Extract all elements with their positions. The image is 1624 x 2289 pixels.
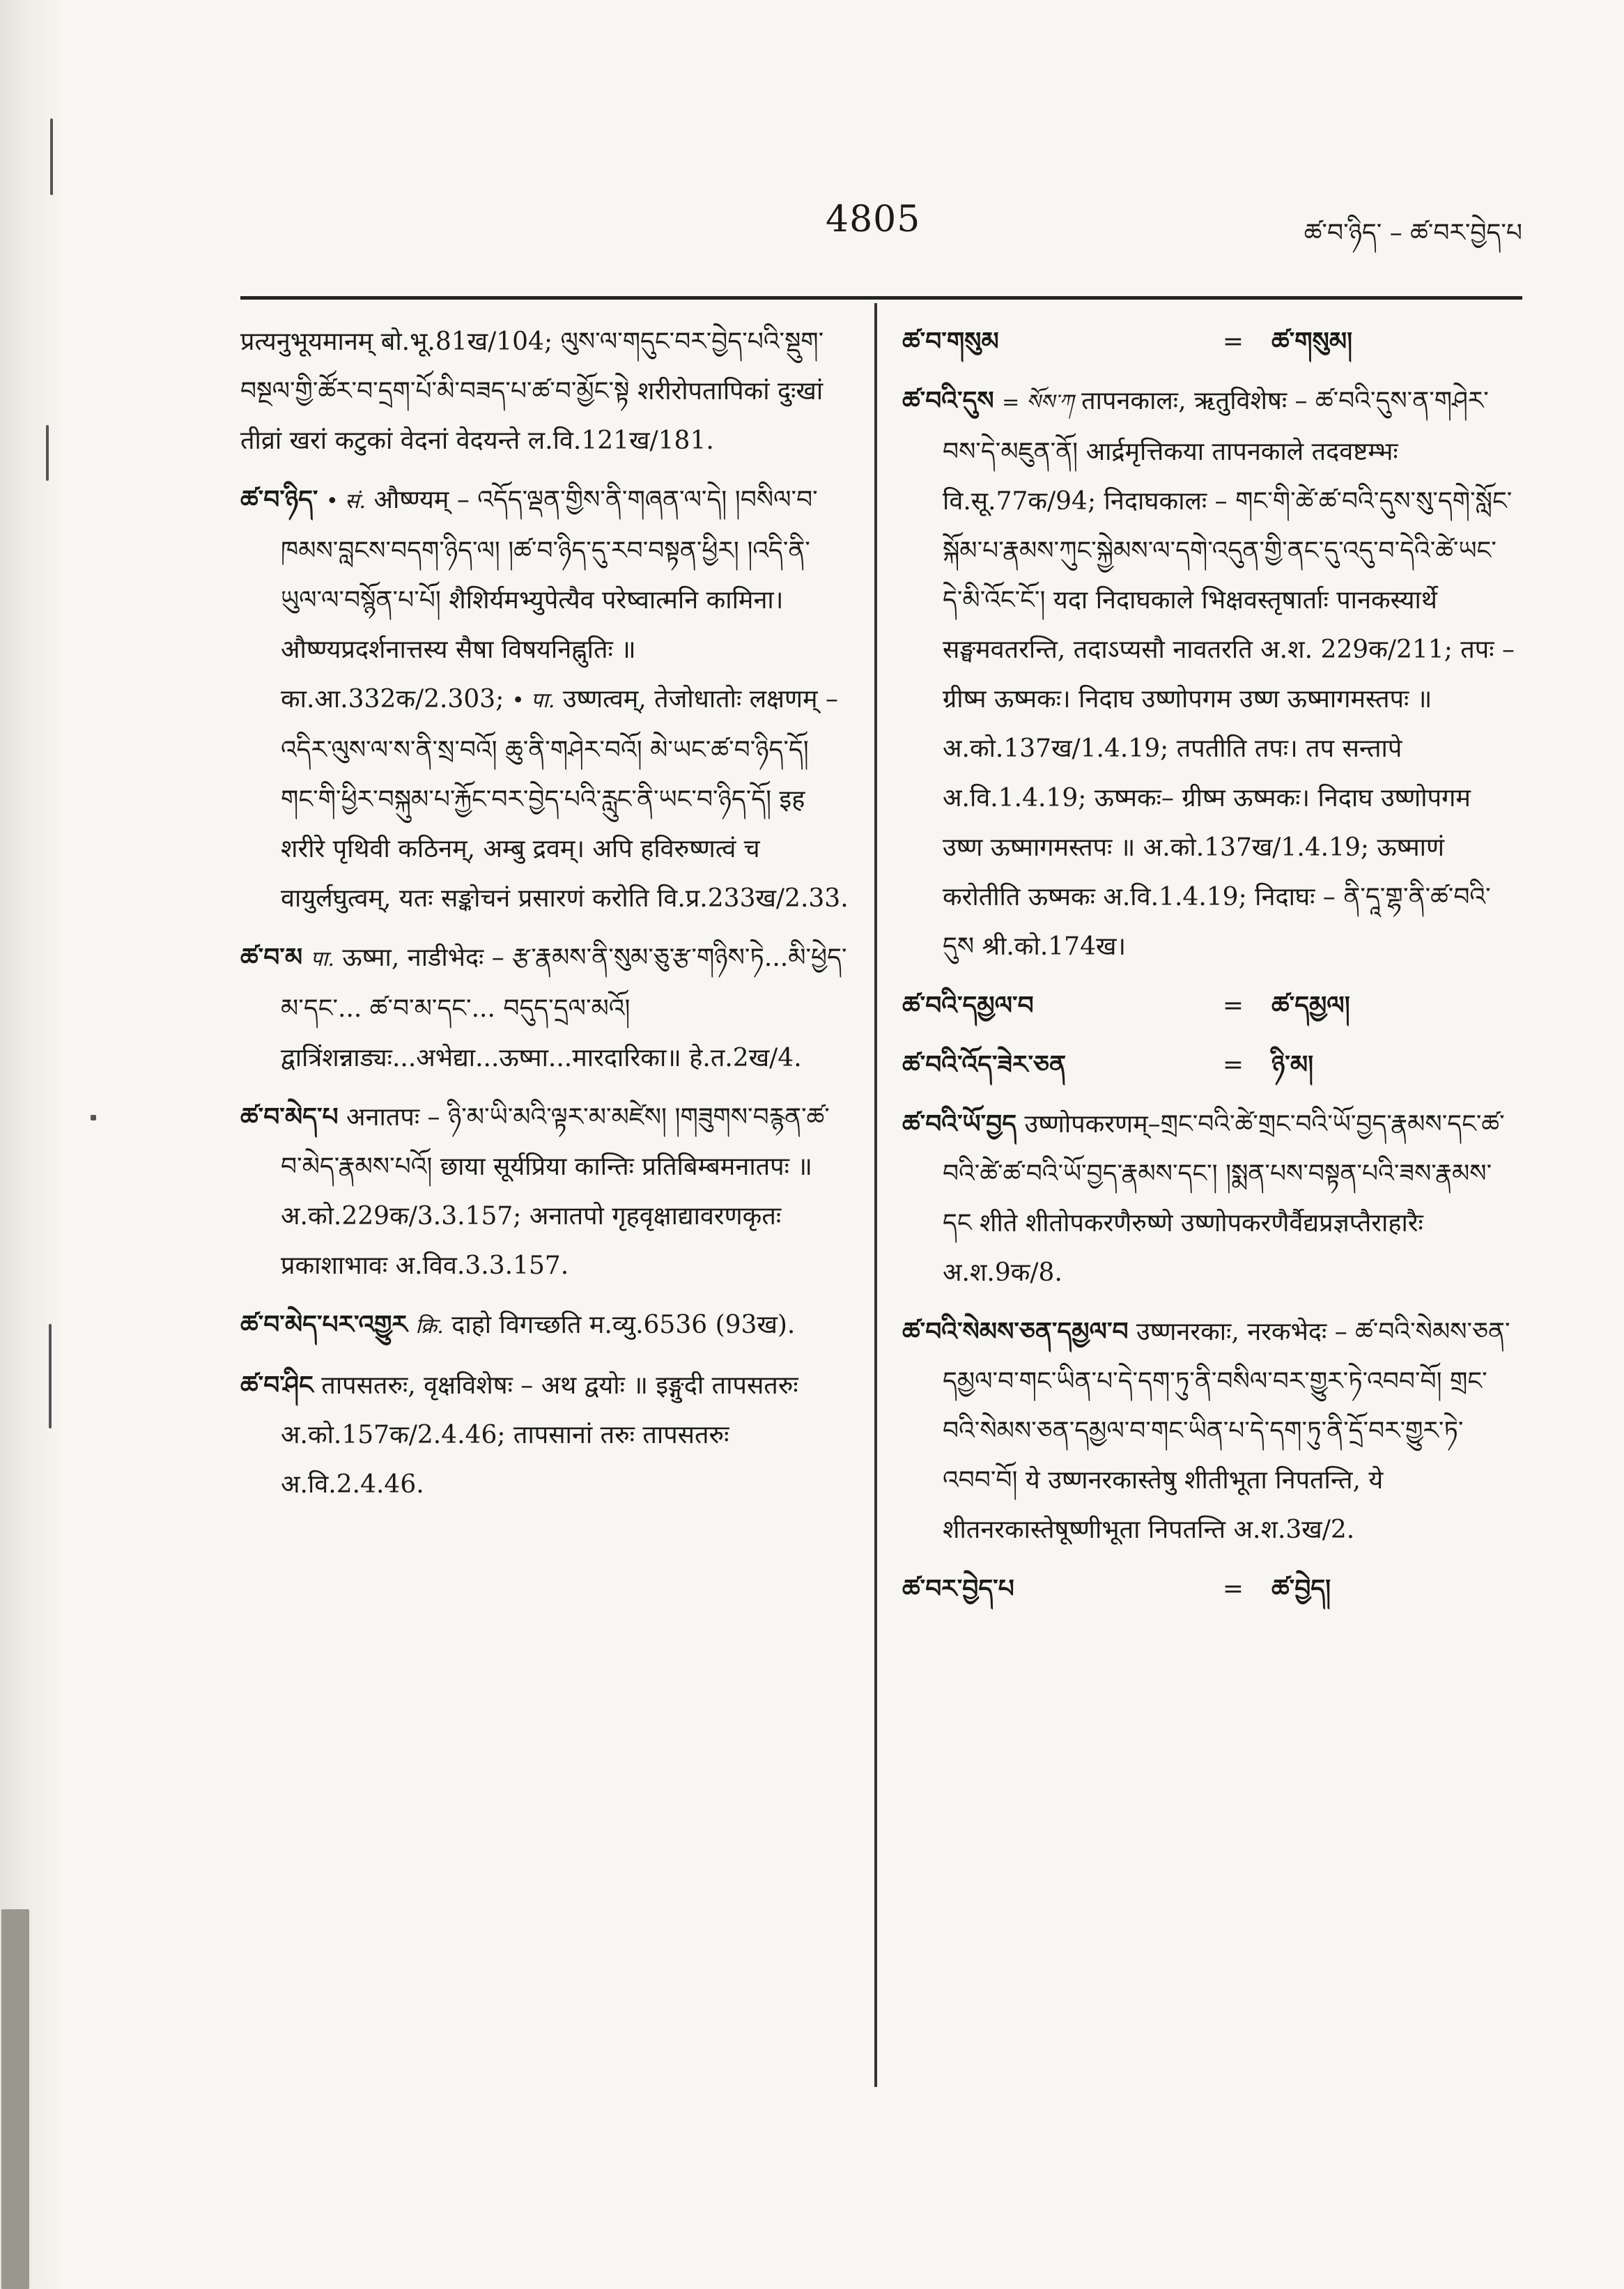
- entry-headword: ཚ་བའི་འོད་ཟེར་ཅན: [902, 1050, 1066, 1079]
- dictionary-entry: [240, 475, 850, 923]
- entry-headword: ཚ་བ་མེད་པ: [240, 1102, 339, 1132]
- entry-headword: ཚ་བ་གསུམ: [902, 327, 999, 356]
- dictionary-entry: [240, 1300, 850, 1351]
- equals-sign: =: [1222, 327, 1244, 356]
- entry-text: उष्णोपकरणम्–གྲང་བའི་ཚེ་གྲང་བའི་ཡོ་བྱད་རྣམས་དང་ཚ་བའི་ཚེ་ཚ་བའི་ཡོ་བྱད་རྣམས་དང་། །སྨན་པས་བསྟན་པའི་ཟས་རྣམས་དང शीते शीतोपकरणैरुष्णे उष्णोपकरणैर्वैद्यप्रज्ञप्तैराहारैः अ.श.9क/8.: [943, 1110, 1505, 1287]
- scan-mark: [1, 1909, 29, 2289]
- dictionary-entry: [240, 933, 850, 1083]
- entry-headword: ཚ་བ་ཤིང: [240, 1371, 314, 1400]
- dictionary-entry: [902, 1100, 1515, 1297]
- entry-text: उष्णत्वम्, तेजोधातोः लक्षणम् – འདིར་ལུས་ལ་ས་ནི་སྲ་བའོ། ཆུ་ནི་གཤེར་བའོ། མེ་ཡང་ཚ་བ་ཉིད་དོ། གང་གི་ཕྱིར་བསྐུམ་པ་རྐྱོང་བར་བྱེད་པའི་རླུང་ནི་ཡང་བ་ཉིད་དོ། इह शरीरे पृथिवी कठिनम्, अम्बु द्रवम्। अपि हविरुष्णत्वं च वायुर्लघुत्वम्, यतः सङ्कोचनं प्रसारणं करोति वि.प्र.233ख/2.33.: [281, 685, 849, 913]
- entry-text: प्रत्यनुभूयमानम् बो.भू.81ख/104; ལུས་ལ་གདུང་བར་བྱེད་པའི་སྡུག་བསྔལ་གྱི་ཚོར་བ་དྲག་པོ་མི་བཟད་པ་ཚ་བ་མྱོང་སྟེ शरीरोपतापिकां दुःखां तीव्रां खरां कटुकां वेदनां वेदयन्ते ल.वि.121ख/181.: [240, 327, 824, 455]
- entry-headword: ཚ་བའི་དུས: [902, 386, 994, 415]
- entry-text: तापसतरुः, वृक्षविशेषः – अथ द्वयोः ॥ इङ्गुदी तापसतरुः अ.को.157क/2.4.46; तापसानां तरुः तापसतरुः अ.वि.2.4.46.: [281, 1371, 798, 1499]
- cross-reference-entry: [902, 1040, 1515, 1090]
- scan-mark: [50, 118, 53, 195]
- grammar-abbreviation: • पा.: [511, 688, 555, 713]
- scan-mark: [49, 1324, 52, 1428]
- cross-reference-entry: [902, 1564, 1515, 1614]
- entry-headword: ཚ་བ་ཉིད་: [240, 485, 318, 514]
- running-head: ཚ་བ་ཉིད་ – ཚ་བར་བྱེད་པ: [1304, 219, 1522, 247]
- dictionary-entry: [240, 1361, 850, 1509]
- entry-headword: ཚ་བར་བྱེད་པ: [902, 1574, 1014, 1603]
- grammar-abbreviation: क्रि.: [415, 1314, 444, 1339]
- left-column: [240, 317, 850, 1519]
- grammar-abbreviation: पा.: [310, 947, 334, 971]
- scan-mark: [46, 425, 49, 481]
- entry-text: तापनकालः, ऋतुविशेषः – ཚ་བའི་དུས་ན་གཤེར་བས་དེ་མཇུན་ནོ། आर्द्रमृत्तिकया तापनकाले तदवष्टम्भः वि.सू.77क/94; निदाघकालः – གང་གི་ཚེ་ཚ་བའི་དུས་སུ་དགེ་སློང་སྐོམ་པ་རྣམས་ཀུང་སྐྱེམས་ལ་དགེ་འདུན་གྱི་ནང་དུ་འདུ་བ་དེའི་ཚེ་ཡང་དེ་མི་འོང་ངོ་། यदा निदाघकाले भिक्षवस्तृषार्ताः पानकस्यार्थे सङ्घमवतरन्ति, तदाऽप्यसौ नावतरति अ.श. 229क/211; तपः – ग्रीष्म ऊष्मकः। निदाघ उष्णोपगम उष्ण ऊष्मागमस्तपः ॥ अ.को.137ख/1.4.19; तपतीति तपः। तप सन्तापे अ.वि.1.4.19; ऊष्मकः– ग्रीष्म ऊष्मकः। निदाघ उष्णोपगम उष्ण ऊष्मागमस्तपः ॥ अ.को.137ख/1.4.19; ऊष्माणं करोतीति ऊष्मकः अ.वि.1.4.19; निदाघः – ནི་དཱ་གྷ་ནི་ཚ་བའི་དུས श्री.को.174ख।: [943, 387, 1515, 961]
- entry-text: उष्णनरकाः, नरकभेदः – ཚ་བའི་སེམས་ཅན་དམྱལ་བ་གང་ཡིན་པ་དེ་དག་ཏུ་ནི་བསིལ་བར་གྱུར་ཏེ་འབབ་བོ། གྲང་བའི་སེམས་ཅན་དམྱལ་བ་གང་ཡིན་པ་དེ་དག་ཏུ་ནི་དྲོ་བར་གྱུར་ཏེ་འབབ་བོ། ये उष्णनरकास्तेषु शीतीभूता निपतन्ति, ये शीतनरकास्तेषूष्णीभूता निपतन्ति अ.श.3ख/2.: [943, 1318, 1510, 1544]
- entry-headword: ཚ་བའི་སེམས་ཅན་དམྱལ་བ: [902, 1317, 1129, 1346]
- equals-sign: =: [1222, 992, 1244, 1020]
- equals-sign: =: [1222, 1051, 1244, 1079]
- entry-headword: ཚ་བ་མ: [240, 943, 303, 972]
- dictionary-entry: [902, 1307, 1515, 1555]
- cross-reference-target: ཚ་བྱེད།: [1271, 1574, 1331, 1603]
- dictionary-entry: [902, 376, 1515, 971]
- cross-reference-target: ཉི་མ།: [1271, 1050, 1314, 1079]
- page-number: 4805: [826, 199, 921, 240]
- entry-text: अनातपः – ཉི་མ་ཡི་མའི་ལྟར་མ་མཛེས། །གཟུགས་བརྙན་ཚ་བ་མེད་རྣམས་པའོ། छाया सूर्यप्रिया कान्तिः प्रतिबिम्बमनातपः ॥ अ.को.229क/3.3.157; अनातपो गृहवृक्षाद्यावरणकृतः प्रकाशाभावः अ.विव.3.3.157.: [281, 1103, 830, 1280]
- cross-reference-entry: [902, 981, 1515, 1031]
- cross-reference-target: ཚ་དམྱལ།: [1271, 991, 1350, 1020]
- cross-reference-target: ཚ་གསུམ།: [1271, 327, 1353, 356]
- dictionary-entry: [240, 317, 850, 465]
- right-column: [902, 317, 1515, 1624]
- entry-headword: ཚ་བ་མེད་པར་འགྱུར: [240, 1310, 408, 1339]
- entry-headword: ཚ་བའི་དམྱལ་བ: [902, 991, 1034, 1020]
- entry-headword: ཚ་བའི་ཡོ་བྱད: [902, 1109, 1017, 1139]
- header-rule: [240, 296, 1522, 300]
- page-header: [240, 192, 1522, 261]
- entry-text: दाहो विगच्छति म.व्यु.6536 (93ख).: [451, 1311, 796, 1339]
- scan-mark: [91, 1115, 96, 1120]
- dictionary-entry: [240, 1093, 850, 1290]
- column-divider: [874, 303, 877, 2087]
- grammar-abbreviation: • सं.: [325, 489, 366, 514]
- cross-reference-entry: [902, 317, 1515, 367]
- equals-sign: =: [1222, 1575, 1244, 1603]
- grammar-abbreviation: = སོས་ཀ: [1002, 390, 1074, 415]
- entry-text: ऊष्मा, नाडीभेदः – རྩ་རྣམས་ནི་སུམ་ཅུ་རྩ་གཉིས་ཏེ...མི་ཕྱེད་མ་དང་... ཚ་བ་མ་དང་... བདུད་དྲལ་མའོ། द्वात्रिंशन्नाड्यः...अभेद्या...ऊष्मा...मारदारिका॥ हे.त.2ख/4.: [281, 943, 847, 1072]
- entry-text: औष्ण्यम् – འདོད་ལྡན་གྱིས་ནི་གཞན་ལ་དེ། །བསིལ་བ་ཁམས་བླངས་བདག་ཉིད་ལ། །ཚ་བ་ཉིད་དུ་རབ་བསྟན་ཕྱིར། །འདི་ནི་ཡུལ་ལ་བསྙོན་པ་པོ། शैशिर्यमभ्युपेत्यैव परेष्वात्मनि कामिना। औष्ण्यप्रदर्शनात्तस्य सैषा विषयनिह्नुतिः ॥ का.आ.332क/2.303;: [281, 486, 818, 714]
